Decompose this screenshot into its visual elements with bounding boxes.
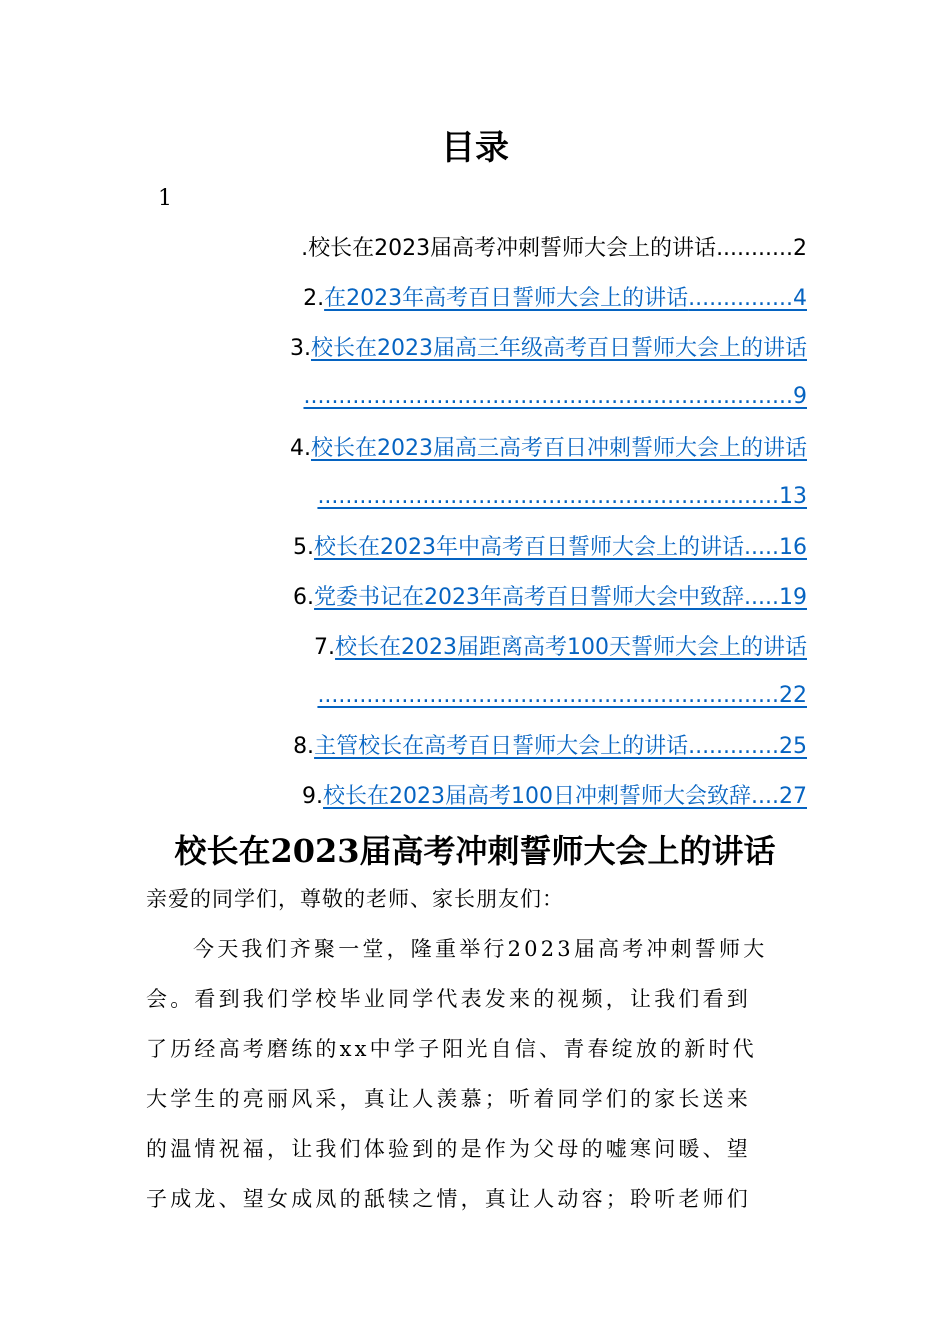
toc-entry-3-dots[interactable]: ...................................................................... bbox=[303, 384, 793, 409]
toc-entry-3[interactable] bbox=[145, 334, 807, 364]
toc-entry-5-num: 5. bbox=[293, 535, 315, 560]
toc-entry-7[interactable] bbox=[145, 633, 807, 663]
toc-entry-4-link[interactable]: 校长在2023届高三高考百日冲刺誓师大会上的讲话 bbox=[311, 436, 807, 461]
toc-entry-8-dots[interactable]: ............. bbox=[688, 734, 779, 759]
toc-entry-2-dots[interactable]: ............... bbox=[688, 286, 793, 311]
toc-entry-4-num: 4. bbox=[290, 436, 311, 461]
toc-entry-5-page[interactable]: 16 bbox=[779, 535, 807, 560]
article-line-4: 大学生的亮丽风采，真让人羡慕；听着同学们的家长送来 bbox=[146, 1087, 751, 1111]
toc-entry-1-page: 2 bbox=[793, 236, 807, 261]
toc-entry-1-text: .校长在2023届高考冲刺誓师大会上的讲话 bbox=[301, 236, 717, 261]
article-line-3: 了历经高考磨练的xx中学子阳光自信、青春绽放的新时代 bbox=[146, 1037, 757, 1061]
toc-entry-3-num: 3. bbox=[290, 336, 311, 361]
toc-entry-9-num: 9. bbox=[302, 784, 324, 809]
toc-entry-5-link[interactable]: 校长在2023年中高考百日誓师大会上的讲话 bbox=[314, 535, 745, 560]
toc-entry-8[interactable] bbox=[145, 732, 807, 762]
toc-entry-7-dots[interactable]: .................................................................. bbox=[317, 683, 779, 708]
toc-entry-3-leader[interactable] bbox=[145, 382, 807, 412]
toc-entry-2-num: 2. bbox=[303, 286, 325, 311]
toc-entry-7-page[interactable]: 22 bbox=[779, 683, 807, 708]
toc-entry-6-page[interactable]: 19 bbox=[779, 585, 807, 610]
toc-title: 目录 bbox=[441, 128, 509, 168]
article-greeting: 亲爱的同学们，尊敬的老师、家长朋友们： bbox=[146, 887, 564, 911]
article-line-5: 的温情祝福，让我们体验到的是作为父母的嘘寒问暖、望 bbox=[146, 1137, 751, 1161]
toc-entry-9[interactable] bbox=[145, 782, 807, 812]
article-heading: 校长在2023届高考冲刺誓师大会上的讲话 bbox=[174, 832, 776, 870]
toc-entry-6-dots[interactable]: ..... bbox=[744, 585, 779, 610]
toc-entry-8-page[interactable]: 25 bbox=[779, 734, 807, 759]
toc-entry-6-link[interactable]: 党委书记在2023年高考百日誓师大会中致辞 bbox=[314, 585, 745, 610]
toc-entry-5-dots[interactable]: ..... bbox=[744, 535, 779, 560]
toc-entry-9-link[interactable]: 校长在2023届高考100日冲刺誓师大会致辞 bbox=[323, 784, 752, 809]
article-line-1: 今天我们齐聚一堂，隆重举行2023届高考冲刺誓师大 bbox=[193, 937, 768, 961]
toc-entry-2[interactable] bbox=[145, 284, 807, 314]
toc-entry-1[interactable] bbox=[145, 234, 807, 264]
toc-entry-6[interactable] bbox=[145, 583, 807, 613]
article-line-2: 会。看到我们学校毕业同学代表发来的视频，让我们看到 bbox=[146, 987, 751, 1011]
toc-entry-7-num: 7. bbox=[314, 635, 336, 660]
toc-entry-4[interactable] bbox=[145, 434, 807, 464]
toc-entry-6-num: 6. bbox=[293, 585, 315, 610]
toc-entry-9-page[interactable]: 27 bbox=[779, 784, 807, 809]
toc-entry-7-link[interactable]: 校长在2023届距离高考100天誓师大会上的讲话 bbox=[335, 635, 807, 660]
toc-first-page-marker: 1 bbox=[158, 186, 172, 211]
toc-entry-4-dots[interactable]: .................................................................. bbox=[317, 484, 779, 509]
toc-entry-7-leader[interactable] bbox=[145, 681, 807, 711]
toc-entry-3-link[interactable]: 校长在2023届高三年级高考百日誓师大会上的讲话 bbox=[311, 336, 807, 361]
toc-entry-2-page[interactable]: 4 bbox=[793, 286, 807, 311]
toc-entry-4-leader[interactable] bbox=[145, 482, 807, 512]
article-line-6: 子成龙、望女成凤的舐犊之情，真让人动容；聆听老师们 bbox=[146, 1187, 751, 1211]
toc-entry-1-dots: ........... bbox=[716, 236, 793, 261]
toc-entry-4-page[interactable]: 13 bbox=[779, 484, 807, 509]
toc-entry-5[interactable] bbox=[145, 533, 807, 563]
toc-entry-3-page[interactable]: 9 bbox=[793, 384, 807, 409]
toc-entry-9-dots[interactable]: .... bbox=[751, 784, 779, 809]
toc-entry-2-link[interactable]: 在2023年高考百日誓师大会上的讲话 bbox=[324, 286, 689, 311]
toc-entry-8-link[interactable]: 主管校长在高考百日誓师大会上的讲话 bbox=[314, 734, 689, 759]
toc-entry-8-num: 8. bbox=[293, 734, 315, 759]
